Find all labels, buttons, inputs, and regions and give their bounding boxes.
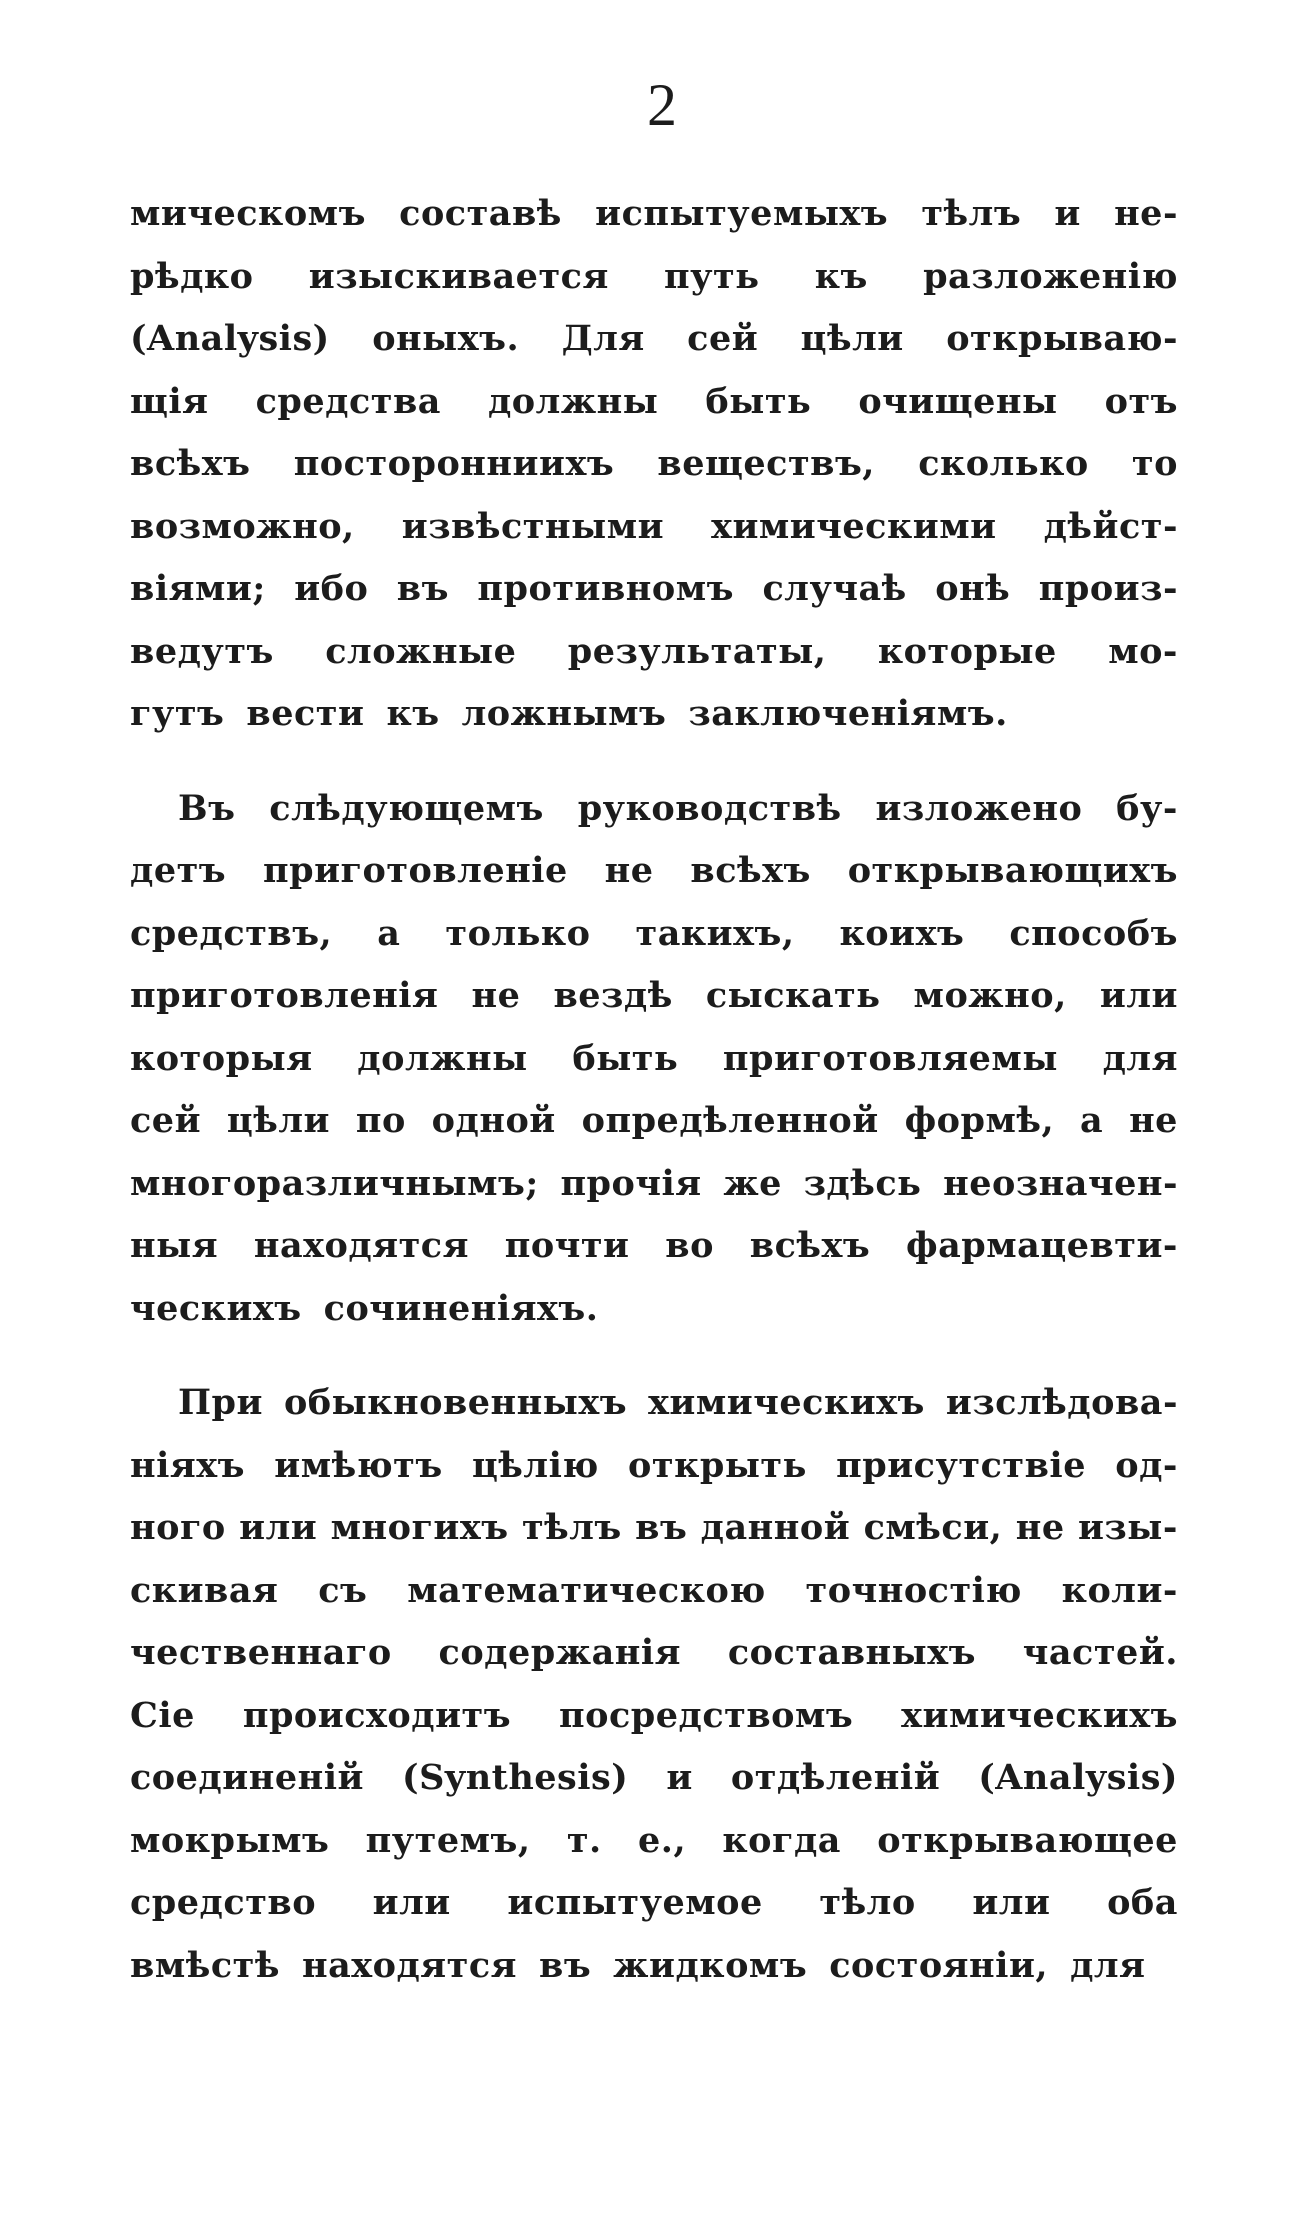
text-line: средствъ, а только такихъ, коихъ способъ [130,912,1178,954]
text-line: Въ слѣдующемъ руководствѣ изложено бу- [178,787,1178,829]
text-line: средство или испытуемое тѣло или оба [130,1882,1178,1923]
text-line: Сіе происходитъ посредствомъ химическихъ [130,1694,1178,1736]
text-line: віями; ибо въ противномъ случаѣ онѣ произ- [130,568,1178,609]
text-line: скивая съ математическою точностію коли- [130,1569,1178,1611]
text-line: вмѣстѣ находятся въ жидкомъ состояніи, для [130,1944,1146,1986]
text-line: ведутъ сложные результаты, которые мо- [130,630,1178,672]
text-line: мическомъ составѣ испытуемыхъ тѣлъ и не- [130,193,1178,234]
text-line: детъ приготовленіе не всѣхъ открывающихъ [130,850,1178,891]
text-line: (Analysis) оныхъ. Для сей цѣли открываю- [130,318,1178,359]
text-line: соединеній (Synthesis) и отдѣленій (Analysis) [130,1757,1178,1798]
text-line: которыя должны быть приготовляемы для [130,1037,1178,1079]
text-line: всѣхъ посторонниихъ веществъ, сколько то [130,443,1178,484]
paragraph [130,778,1178,1341]
text-line: многоразличнымъ; прочія же здѣсь неозначен- [130,1162,1178,1204]
text-line: ныя находятся почти во всѣхъ фармацевти- [130,1225,1178,1266]
text-line: сей цѣли по одной опредѣленной формѣ, а не [130,1100,1178,1141]
text-line: гутъ вести къ ложнымъ заключеніямъ. [130,693,1008,734]
body-text [130,183,1178,1997]
text-line: ческихъ сочиненіяхъ. [130,1287,599,1329]
text-line: щія средства должны быть очищены отъ [130,380,1178,422]
text-line: При обыкновенныхъ химическихъ изслѣдова- [178,1382,1178,1423]
paragraph [130,183,1178,746]
paragraph [130,1372,1178,1997]
text-line: возможно, извѣстными химическими дѣйст- [130,505,1178,547]
text-line: ного или многихъ тѣлъ въ данной смѣси, не изы- [130,1507,1178,1548]
text-line: чественнаго содержанія составныхъ частей. [130,1632,1178,1673]
text-line: приготовленія не вездѣ сыскать можно, или [130,975,1178,1016]
page-number: 2 [647,72,677,138]
text-line: рѣдко изыскивается путь къ разложенію [130,255,1178,297]
text-line: ніяхъ имѣютъ цѣлію открыть присутствіе од- [130,1444,1178,1486]
text-line: мокрымъ путемъ, т. е., когда открывающее [130,1819,1178,1861]
